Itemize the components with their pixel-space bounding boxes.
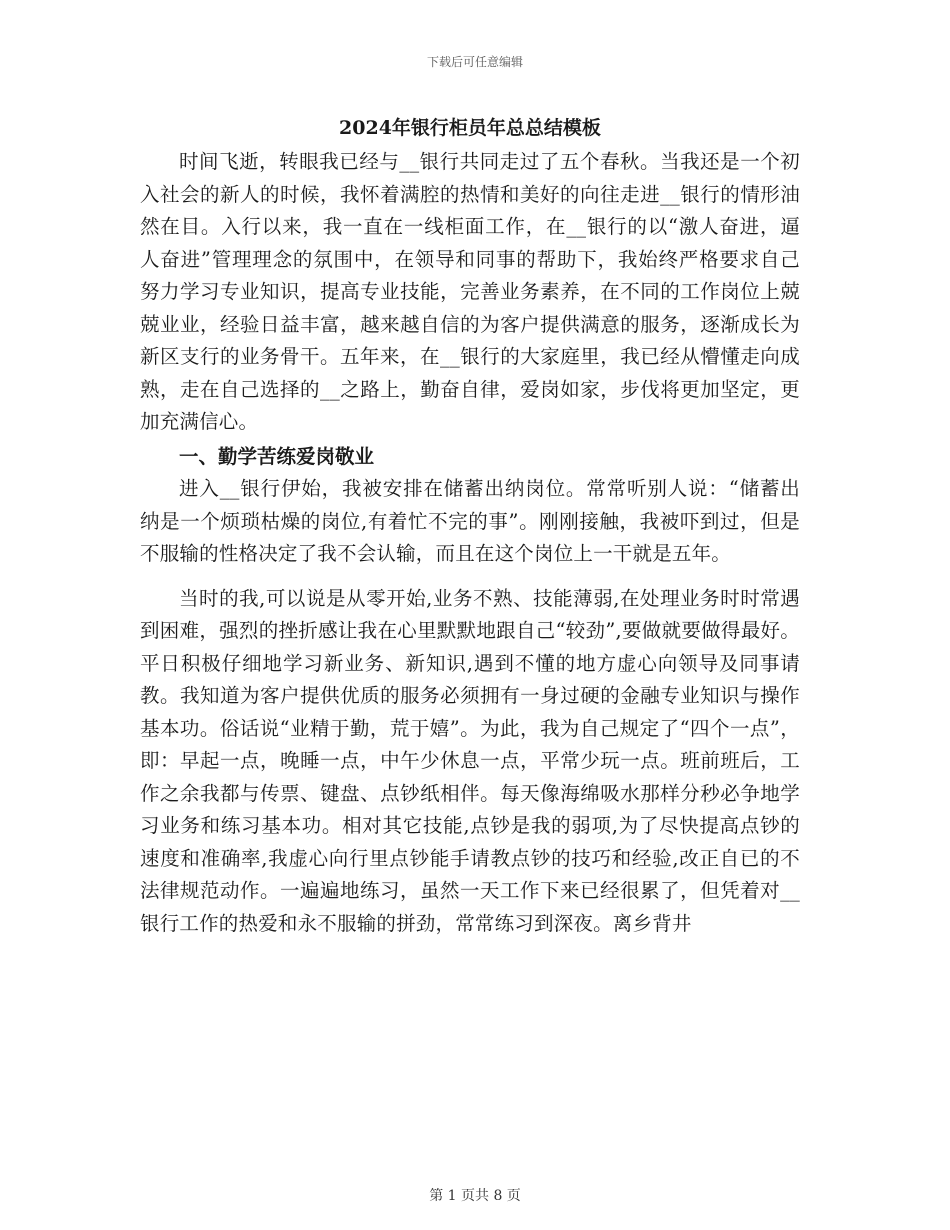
section-heading: 一、勤学苦练爱岗敬业 xyxy=(179,444,375,468)
page-header-note: 下载后可任意编辑 xyxy=(426,55,523,69)
document-title: 2024年银行柜员年总总结模板 xyxy=(339,117,601,139)
body-paragraph: 当时的我,可以说是从零开始,业务不熟、技能薄弱,在处理业务时时常遇到困难，强烈的挫折感让我在心里默默地跟自己“较劲”,要做就要做得最好。平日积极仔细地学习新业务、新知识,遇到不懂的地方虚心向领导及同事请教。我知道为客户提供优质的服务必须拥有一身过硬的金融专业知识与操作基本功。俗话说“业精于勤，荒于嬉”。为此，我为自己规定了“四个一点”，即：早起一点，晚睡一点，中午少休息一点，平常少玩一点。班前班后，工作之余我都与传票、键盘、点钞纸相伴。每天像海绵吸水那样分秒必争地学习业务和练习基本功。相对其它技能,点钞是我的弱项,为了尽快提高点钞的速度和准确率,我虚心向行里点钞能手请教点钞的技巧和经验,改正自已的不法律规范动作。一遍遍地练习，虽然一天工作下来已经很累了，但凭着对__银行工作的热爱和永不服输的拼劲，常常练习到深夜。离乡背井 xyxy=(140,586,800,935)
document-body xyxy=(140,112,800,940)
body-paragraph: 进入__银行伊始，我被安排在储蓄出纳岗位。常常听别人说：“储蓄出纳是一个烦琐枯燥的岗位,有着忙不完的事”。刚刚接触，我被吓到过，但是不服输的性格决定了我不会认输，而且在这个岗位上一干就是五年。 xyxy=(140,477,800,565)
page-number: 第 1 页共 8 页 xyxy=(429,1188,521,1204)
intro-paragraph: 时间飞逝，转眼我已经与__银行共同走过了五个春秋。当我还是一个初入社会的新人的时候，我怀着满腔的热情和美好的向往走进__银行的情形油然在目。入行以来，我一直在一线柜面工作，在__银行的以“激人奋进，逼人奋进”管理理念的氛围中，在领导和同事的帮助下，我始终严格要求自己努力学习专业知识，提高专业技能，完善业务素养，在不同的工作岗位上兢兢业业，经验日益丰富，越来越自信的为客户提供满意的服务，逐渐成长为新区支行的业务骨干。五年来，在__银行的大家庭里，我已经从懵懂走向成熟，走在自己选择的__之路上，勤奋自律，爱岗如家，步伐将更加坚定，更加充满信心。 xyxy=(140,150,800,433)
